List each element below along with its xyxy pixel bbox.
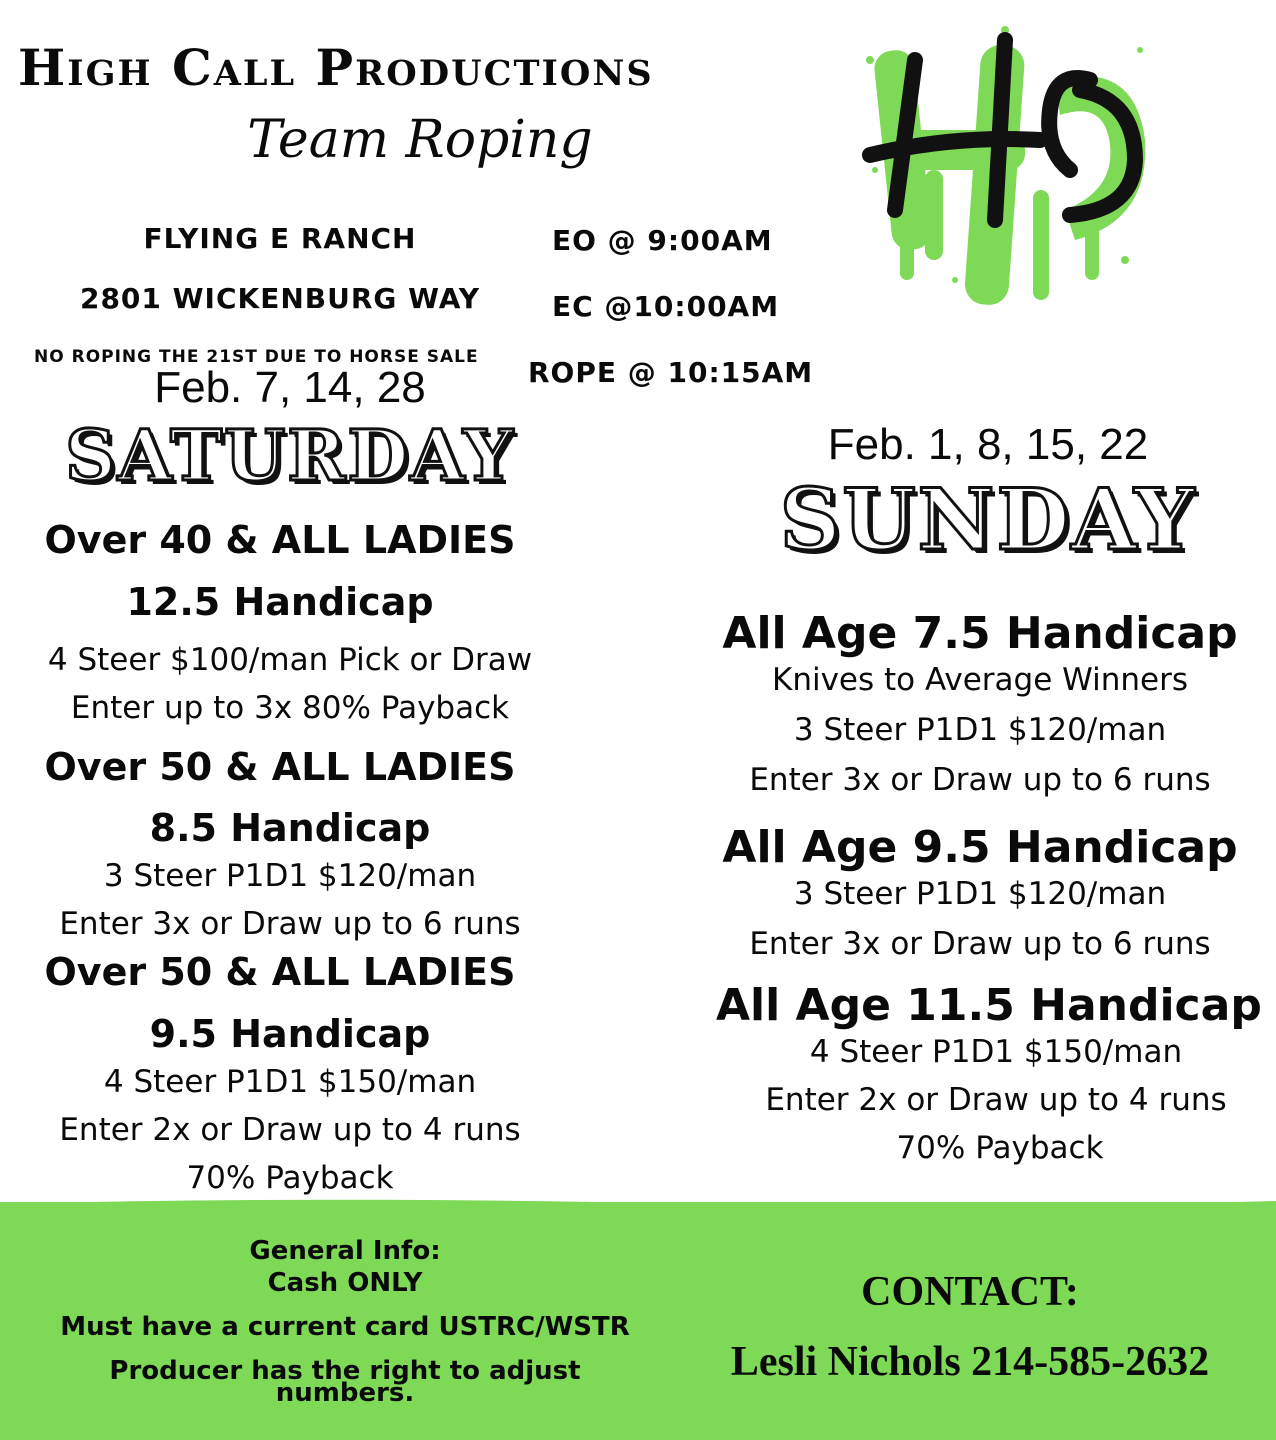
sat-event-3-line: 70% Payback: [186, 1160, 394, 1196]
schedule-note: NO ROPING THE 21ST DUE TO HORSE SALE: [34, 347, 479, 367]
page-subtitle: Team Roping: [247, 110, 593, 170]
saturday-heading: SATURDAY: [65, 414, 515, 497]
sat-event-2-line: Enter 3x or Draw up to 6 runs: [59, 906, 521, 942]
sat-event-3-handicap: 9.5 Handicap: [149, 1012, 431, 1056]
contact-info: Lesli Nichols 214-585-2632: [730, 1339, 1210, 1385]
page-title: High Call Productions: [18, 38, 654, 97]
contact-label: CONTACT:: [861, 1269, 1079, 1315]
sat-event-1-handicap: 12.5 Handicap: [126, 580, 434, 624]
producer-note-line: Producer has the right to adjust: [109, 1356, 581, 1386]
producer-note-line: numbers.: [275, 1378, 415, 1408]
sat-event-1-line: Enter up to 3x 80% Payback: [70, 690, 510, 726]
rope-time: ROPE @ 10:15AM: [528, 356, 814, 389]
sun-event-3-line: 70% Payback: [896, 1130, 1104, 1166]
sun-event-2-line: Enter 3x or Draw up to 6 runs: [749, 926, 1211, 962]
sunday-heading: SUNDAY: [779, 470, 1197, 569]
sat-event-2-line: 3 Steer P1D1 $120/man: [103, 858, 477, 894]
sun-event-3-title: All Age 11.5 Handicap: [716, 980, 1262, 1031]
sat-event-3-line: 4 Steer P1D1 $150/man: [103, 1064, 477, 1100]
sun-event-1-title: All Age 7.5 Handicap: [722, 608, 1238, 659]
sun-event-2-line: 3 Steer P1D1 $120/man: [793, 876, 1167, 912]
sun-event-3-line: 4 Steer P1D1 $150/man: [809, 1034, 1183, 1070]
sat-event-3-line: Enter 2x or Draw up to 4 runs: [59, 1112, 521, 1148]
sun-event-1-line: Knives to Average Winners: [772, 662, 1188, 698]
sun-event-2-title: All Age 9.5 Handicap: [722, 822, 1238, 873]
general-info-label: General Info:: [249, 1236, 441, 1266]
sun-event-1-line: Enter 3x or Draw up to 6 runs: [749, 762, 1211, 798]
eo-time: EO @ 9:00AM: [552, 224, 773, 257]
venue-name: FLYING E RANCH: [143, 222, 417, 255]
sat-event-3-title: Over 50 & ALL LADIES: [44, 950, 516, 994]
sunday-dates: Feb. 1, 8, 15, 22: [827, 420, 1149, 469]
sun-event-3-line: Enter 2x or Draw up to 4 runs: [765, 1082, 1227, 1118]
saturday-dates: Feb. 7, 14, 28: [154, 363, 426, 412]
cash-only: Cash ONLY: [267, 1268, 423, 1298]
venue-address: 2801 WICKENBURG WAY: [79, 282, 481, 315]
sun-event-1-line: 3 Steer P1D1 $120/man: [793, 712, 1167, 748]
sat-event-1-title: Over 40 & ALL LADIES: [44, 518, 516, 562]
ec-time: EC @10:00AM: [552, 290, 780, 323]
hc-logo-icon: [855, 20, 1155, 310]
sat-event-2-title: Over 50 & ALL LADIES: [44, 745, 516, 789]
card-requirement: Must have a current card USTRC/WSTR: [60, 1312, 630, 1342]
sat-event-1-line: 4 Steer $100/man Pick or Draw: [47, 642, 533, 678]
sat-event-2-handicap: 8.5 Handicap: [149, 806, 431, 850]
footer-edge-decoration: [0, 1196, 1276, 1210]
